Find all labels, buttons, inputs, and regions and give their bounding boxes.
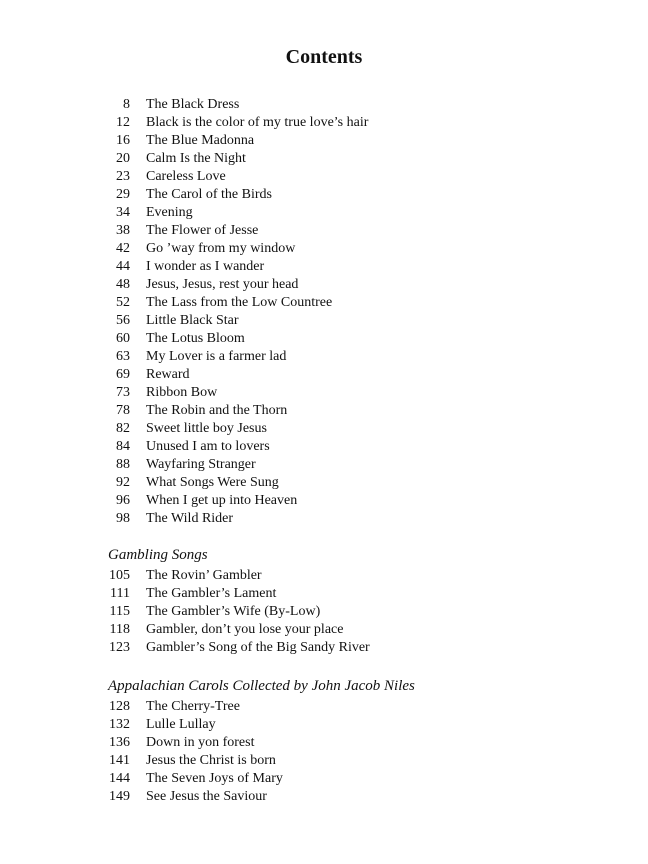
toc-page-number: 73 xyxy=(116,385,130,400)
toc-entry xyxy=(0,132,648,150)
toc-page-number: 42 xyxy=(116,241,130,256)
toc-page-number: 84 xyxy=(116,439,130,454)
toc-song-title: My Lover is a farmer lad xyxy=(146,349,287,364)
toc-page-number: 111 xyxy=(110,586,130,601)
toc-entry xyxy=(0,240,648,258)
toc-entry xyxy=(0,438,648,456)
toc-entry xyxy=(0,621,648,639)
toc-entry xyxy=(0,603,648,621)
toc-page-number: 12 xyxy=(116,115,130,130)
toc-page-number: 60 xyxy=(116,331,130,346)
toc-page-number: 123 xyxy=(109,640,130,655)
toc-song-title: Black is the color of my true love’s hair xyxy=(146,115,369,130)
toc-song-title: Little Black Star xyxy=(146,313,239,328)
toc-song-title: The Gambler’s Wife (By-Low) xyxy=(146,604,321,619)
toc-page-number: 128 xyxy=(109,699,130,714)
toc-song-title: The Robin and the Thorn xyxy=(146,403,288,418)
toc-entry xyxy=(0,788,648,806)
toc-entry xyxy=(0,384,648,402)
toc-song-title: The Gambler’s Lament xyxy=(146,586,277,601)
toc-page-number: 63 xyxy=(116,349,130,364)
toc-song-title: See Jesus the Saviour xyxy=(146,789,267,804)
toc-song-title: The Blue Madonna xyxy=(146,133,255,148)
toc-entry xyxy=(0,366,648,384)
toc-song-title: The Cherry-Tree xyxy=(146,699,240,714)
toc-page-number: 149 xyxy=(109,789,130,804)
toc-page-number: 115 xyxy=(109,604,130,619)
toc-entry xyxy=(0,222,648,240)
toc-song-title: Wayfaring Stranger xyxy=(146,457,256,472)
toc-page-number: 44 xyxy=(116,259,130,274)
toc-entry xyxy=(0,204,648,222)
toc-song-title: Jesus the Christ is born xyxy=(146,753,276,768)
table-of-contents xyxy=(0,96,648,806)
toc-song-title: The Lass from the Low Countree xyxy=(146,295,333,310)
toc-song-title: Lulle Lullay xyxy=(146,717,216,732)
toc-entry xyxy=(0,492,648,510)
toc-song-title: Go ’way from my window xyxy=(146,241,296,256)
carols-song-list xyxy=(0,698,648,806)
toc-song-title: When I get up into Heaven xyxy=(146,493,298,508)
toc-song-title: The Seven Joys of Mary xyxy=(146,771,283,786)
toc-page-number: 52 xyxy=(116,295,130,310)
toc-song-title: The Wild Rider xyxy=(146,511,234,526)
toc-entry xyxy=(0,734,648,752)
toc-entry xyxy=(0,567,648,585)
toc-page-number: 98 xyxy=(116,511,130,526)
toc-entry xyxy=(0,114,648,132)
toc-song-title: The Flower of Jesse xyxy=(146,223,259,238)
toc-song-title: Reward xyxy=(146,367,190,382)
toc-entry xyxy=(0,330,648,348)
toc-entry xyxy=(0,585,648,603)
toc-song-title: Down in yon forest xyxy=(146,735,255,750)
toc-entry xyxy=(0,716,648,734)
toc-page-number: 92 xyxy=(116,475,130,490)
toc-entry xyxy=(0,770,648,788)
toc-page-number: 16 xyxy=(116,133,130,148)
toc-entry xyxy=(0,150,648,168)
toc-entry xyxy=(0,276,648,294)
toc-page-number: 141 xyxy=(109,753,130,768)
toc-entry xyxy=(0,639,648,657)
toc-page-number: 48 xyxy=(116,277,130,292)
toc-entry xyxy=(0,402,648,420)
toc-song-title: The Rovin’ Gambler xyxy=(146,568,262,583)
toc-page-number: 56 xyxy=(116,313,130,328)
toc-entry xyxy=(0,348,648,366)
toc-page-number: 144 xyxy=(109,771,130,786)
toc-entry xyxy=(0,474,648,492)
toc-entry xyxy=(0,752,648,770)
toc-entry xyxy=(0,510,648,528)
toc-song-title: What Songs Were Sung xyxy=(146,475,279,490)
toc-entry xyxy=(0,258,648,276)
toc-song-title: Ribbon Bow xyxy=(146,385,218,400)
toc-page-number: 96 xyxy=(116,493,130,508)
toc-page-number: 20 xyxy=(116,151,130,166)
toc-song-title: Evening xyxy=(146,205,193,220)
main-song-list xyxy=(0,96,648,528)
toc-page-number: 23 xyxy=(116,169,130,184)
toc-page-number: 78 xyxy=(116,403,130,418)
toc-page-number: 136 xyxy=(109,735,130,750)
toc-entry xyxy=(0,312,648,330)
page-title: Contents xyxy=(285,46,363,68)
toc-entry xyxy=(0,186,648,204)
toc-song-title: Sweet little boy Jesus xyxy=(146,421,267,436)
toc-page-number: 82 xyxy=(116,421,130,436)
toc-entry xyxy=(0,420,648,438)
toc-song-title: Unused I am to lovers xyxy=(146,439,270,454)
toc-page-number: 118 xyxy=(109,622,130,637)
toc-page-number: 38 xyxy=(116,223,130,238)
toc-song-title: The Carol of the Birds xyxy=(146,187,272,202)
toc-entry xyxy=(0,456,648,474)
toc-entry xyxy=(0,698,648,716)
section-heading-gambling-songs: Gambling Songs xyxy=(108,547,208,563)
toc-song-title: I wonder as I wander xyxy=(146,259,265,274)
gambling-song-list xyxy=(0,567,648,657)
toc-entry xyxy=(0,168,648,186)
toc-page-number: 8 xyxy=(123,97,130,112)
toc-song-title: The Lotus Bloom xyxy=(146,331,245,346)
toc-song-title: Gambler’s Song of the Big Sandy River xyxy=(146,640,370,655)
toc-song-title: Careless Love xyxy=(146,169,226,184)
toc-page-number: 132 xyxy=(109,717,130,732)
toc-entry xyxy=(0,294,648,312)
toc-entry xyxy=(0,96,648,114)
toc-page-number: 105 xyxy=(109,568,130,583)
toc-song-title: Gambler, don’t you lose your place xyxy=(146,622,344,637)
section-heading-appalachian-carols: Appalachian Carols Collected by John Jacob Niles xyxy=(108,678,415,694)
toc-page-number: 88 xyxy=(116,457,130,472)
toc-page-number: 34 xyxy=(116,205,130,220)
toc-song-title: Calm Is the Night xyxy=(146,151,246,166)
toc-page-number: 69 xyxy=(116,367,130,382)
toc-page-number: 29 xyxy=(116,187,130,202)
toc-song-title: The Black Dress xyxy=(146,97,240,112)
toc-song-title: Jesus, Jesus, rest your head xyxy=(146,277,299,292)
